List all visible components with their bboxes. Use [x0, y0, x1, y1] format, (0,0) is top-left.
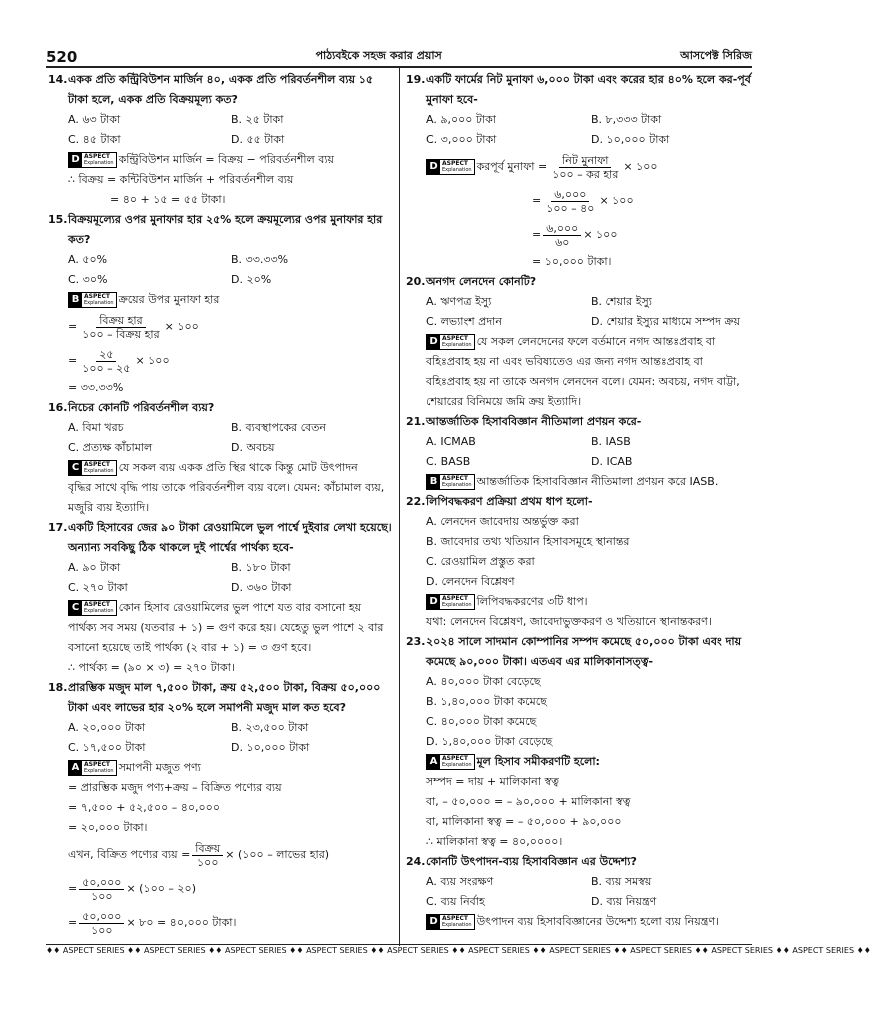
- formula-prefix: =: [68, 916, 78, 929]
- question-18: [48, 678, 394, 940]
- option-b: B. ১,৪০,০০০ টাকা কমেছে: [426, 695, 547, 708]
- option-b: B. ৩৩.৩৩%: [231, 253, 289, 266]
- denominator: ১০০ – ২৫: [82, 361, 131, 375]
- answer-letter: D: [427, 915, 440, 929]
- option-d: D. ১০,০০০ টাকা: [591, 133, 670, 146]
- fraction: [543, 222, 581, 249]
- aspect-explanation-badge: [68, 600, 117, 616]
- explanation: [48, 150, 394, 210]
- explanation-line: বহিঃপ্রবাহ হয় না তাকে অনগদ লেনদেন বলে। যেমন: অবচয়, নগদ বাট্টা,: [426, 375, 740, 388]
- option-d: D. ৩৬০ টাকা: [231, 581, 292, 594]
- explanation-line: কোন হিসাব রেওয়ামিলের ভুল পাশে যত বার বসানো হয়: [118, 601, 362, 614]
- question-16: [48, 398, 394, 518]
- explanation-line: মজুরি ব্যয় ইত্যাদি।: [68, 501, 150, 514]
- explanation-line: ক্রয়ের উপর মুনাফা হার: [118, 293, 220, 306]
- formula-prefix: =: [532, 228, 542, 241]
- question-text: একটি ফার্মের নিট মুনাফা ৬,০০০ টাকা এবং করের হার ৪০% হলে কর-পূর্ব মুনাফা হবে-: [426, 73, 751, 106]
- question-20: [406, 272, 756, 412]
- question-number: 23.: [406, 635, 426, 648]
- explanation-line: ∴ বিক্রয় = কন্টিবিউশন মার্জিন + পরিবর্তনশীল ব্যয়: [68, 173, 294, 186]
- question-text: অনগদ লেনদেন কোনটি?: [426, 275, 537, 288]
- fraction: [79, 314, 162, 341]
- option-b: B. ২৫ টাকা: [231, 113, 284, 126]
- option-c: C. ২৭০ টাকা: [68, 581, 128, 594]
- option-a: A. লেনদেন জাবেদায় অন্তর্ভুক্ত করা: [426, 515, 579, 528]
- explanation: [406, 472, 756, 492]
- denominator: ১০০ – ৪০: [546, 201, 595, 215]
- option-d: D. ব্যয় নিয়ন্ত্রণ: [591, 895, 657, 908]
- badge-word: Explanation: [442, 482, 472, 488]
- aspect-explanation-badge: [426, 159, 475, 175]
- question-text: প্রারম্ভিক মজুদ মাল ৭,৫০০ টাকা, ক্রয় ৫২,৫০০ টাকা, বিক্রয় ৫০,০০০ টাকা এবং লাভের হার ২০% হলে সমাপনী মজুদ মাল কত হবে?: [68, 681, 381, 714]
- numerator: ৬,০০০: [551, 188, 589, 202]
- question-21: [406, 412, 756, 492]
- aspect-explanation-badge: [426, 334, 475, 350]
- explanation-line: যে সকল লেনদেনের ফলে বর্তমানে নগদ আন্তঃপ্রবাহ বা: [476, 335, 716, 348]
- answer-letter: D: [427, 160, 440, 174]
- answer-letter: A: [427, 755, 440, 769]
- aspect-explanation-badge: [426, 754, 475, 770]
- fraction: [549, 154, 621, 181]
- badge-word: ASPECT: [442, 595, 468, 602]
- explanation-line: বৃদ্ধির সাথে বৃদ্ধি পায় তাকে পরিবর্তনশীল ব্যয় বলে। যেমন: কাঁচামাল ব্যয়,: [68, 481, 385, 494]
- question-number: 18.: [48, 681, 68, 694]
- page-header: [46, 44, 752, 68]
- badge-word: Explanation: [84, 160, 114, 166]
- denominator: ১০০: [91, 889, 113, 903]
- option-b: B. ৮,৩৩৩ টাকা: [591, 113, 662, 126]
- question-number: 21.: [406, 415, 426, 428]
- numerator: নিট মুনাফা: [559, 154, 611, 168]
- option-a: A. ব্যয় সংরক্ষণ: [426, 875, 494, 888]
- badge-word: ASPECT: [442, 335, 468, 342]
- answer-letter: C: [69, 461, 82, 475]
- numerator: বিক্রয়: [192, 842, 223, 856]
- badge-word: ASPECT: [84, 761, 110, 768]
- formula-suffix: × ১০০: [583, 228, 618, 241]
- explanation: [406, 332, 756, 412]
- badge-word: Explanation: [84, 468, 114, 474]
- formula-prefix: করপূর্ব মুনাফা =: [476, 160, 548, 173]
- numerator: ৫০,০০০: [79, 910, 124, 924]
- formula-prefix: =: [68, 882, 78, 895]
- badge-word: ASPECT: [84, 461, 110, 468]
- question-17: [48, 518, 394, 678]
- question-number: 19.: [406, 73, 426, 86]
- badge-word: Explanation: [442, 342, 472, 348]
- badge-word: ASPECT: [84, 601, 110, 608]
- explanation: [406, 752, 756, 852]
- badge-word: Explanation: [442, 602, 472, 608]
- explanation-line: = ৭,৫০০ + ৫২,৫০০ – ৪০,০০০: [68, 801, 220, 814]
- option-c: C. ৪০,০০০ টাকা কমেছে: [426, 715, 537, 728]
- option-d: D. ৫৫ টাকা: [231, 133, 285, 146]
- badge-word: ASPECT: [442, 160, 468, 167]
- option-c: C. লভ্যাংশ প্রদান: [426, 315, 502, 328]
- option-a: A. ৪০,০০০ টাকা বেড়েছে: [426, 675, 541, 688]
- formula-prefix: =: [532, 194, 542, 207]
- header-center-title: পাঠ্যবইকে সহজ করার প্রয়াস: [315, 49, 442, 62]
- badge-word: ASPECT: [442, 755, 468, 762]
- question-number: 15.: [48, 213, 68, 226]
- question-text: লিপিবদ্ধকরণ প্রক্রিয়া প্রথম ধাপ হলো-: [426, 495, 593, 508]
- aspect-explanation-badge: [68, 152, 117, 168]
- column-divider: [399, 68, 400, 946]
- formula-line: [68, 872, 394, 906]
- option-a: A. ৬৩ টাকা: [68, 113, 121, 126]
- option-d: D. অবচয়: [231, 441, 275, 454]
- option-c: C. ৩০%: [68, 273, 108, 286]
- formula-suffix: × ৮০ = ৪০,০০০ টাকা।: [126, 916, 237, 929]
- question-24: [406, 852, 756, 932]
- option-d: D. ICAB: [591, 455, 633, 468]
- question-23: [406, 632, 756, 852]
- question-number: 24.: [406, 855, 426, 868]
- option-a: A. ICMAB: [426, 435, 476, 448]
- question-number: 16.: [48, 401, 68, 414]
- series-title: আসপেক্ট সিরিজ: [680, 49, 752, 62]
- explanation-line: = ৩৩.৩৩%: [68, 381, 124, 394]
- explanation-line: বহিঃপ্রবাহ হয় না এবং ভবিষ্যতেও এর জন্য নগদ আন্তঃপ্রবাহ বা: [426, 355, 703, 368]
- option-a: A. ২০,০০০ টাকা: [68, 721, 146, 734]
- question-text: একক প্রতি কন্ট্রিবিউশন মার্জিন ৪০, একক প্রতি পরিবর্তনশীল ব্যয় ১৫ টাকা হলে, একক প্রতি বিক্রয়মূল্য কত?: [68, 73, 374, 106]
- answer-letter: D: [427, 335, 440, 349]
- option-b: B. ২৩,৫০০ টাকা: [231, 721, 309, 734]
- formula-prefix: =: [68, 320, 78, 333]
- badge-word: Explanation: [84, 608, 114, 614]
- explanation: [48, 758, 394, 940]
- option-d: D. ১০,০০০ টাকা: [231, 741, 310, 754]
- numerator: ২৫: [96, 348, 116, 362]
- explanation-line: যথা: লেনদেন বিশ্লেষণ, জাবেদাভুক্তকরণ ও খতিয়ানে স্থানান্তকরণ।: [426, 615, 712, 628]
- formula-line: [68, 838, 394, 872]
- explanation-line: ∴ পার্থক্য = (৯০ × ৩) = ২৭০ টাকা।: [68, 661, 235, 674]
- explanation-line: = প্রারম্ভিক মজুদ পণ্য+ক্রয় – বিক্রিত পণ্যের ব্যয়: [68, 781, 282, 794]
- option-a: A. ৯০ টাকা: [68, 561, 121, 574]
- option-c: C. BASB: [426, 455, 471, 468]
- fraction: [79, 910, 124, 937]
- badge-word: ASPECT: [442, 475, 468, 482]
- formula-suffix: × ১০০: [164, 320, 199, 333]
- explanation: [406, 912, 756, 932]
- question-15: [48, 210, 394, 398]
- option-b: B. IASB: [591, 435, 631, 448]
- question-text: একটি হিসাবের জের ৯০ টাকা রেওয়ামিলে ভুল পার্শ্বে দুইবার লেখা হয়েছে। অন্যান্য সবকিছু ঠিক থাকলে দুই পার্শ্বের পার্থক্য হবে-: [68, 521, 392, 554]
- formula-line: [68, 310, 394, 344]
- badge-word: Explanation: [442, 167, 472, 173]
- explanation: [48, 598, 394, 678]
- question-number: 20.: [406, 275, 426, 288]
- option-c: C. প্রত্যক্ষ কাঁচামাল: [68, 441, 153, 454]
- footer-series-strip: ♦♦ ASPECT SERIES ♦♦ ASPECT SERIES ♦♦ ASPECT SERIES ♦♦ ASPECT SERIES ♦♦ ASPECT SERIES ♦♦ ASPECT SERIES ♦♦ ASPECT SERIES ♦♦ ASPECT SERIES ♦♦ ASPECT SERIES ♦♦ ASPECT SERIES ♦♦: [46, 946, 871, 955]
- denominator: ১০০ – কর হার: [552, 167, 619, 181]
- fraction: [192, 842, 223, 869]
- explanation-line: যে সকল ব্যয় একক প্রতি স্থির থাকে কিন্তু মোট উৎপাদন: [118, 461, 358, 474]
- question-text: ২০২৪ সালে সাদমান কোম্পানির সম্পদ কমেছে ৫০,০০০ টাকা এবং দায় কমেছে ৯০,০০০ টাকা। এতএব এর মালিকানাসত্ত্ব-: [426, 635, 742, 668]
- answer-letter: B: [69, 293, 82, 307]
- option-c: C. রেওয়ামিল প্রস্তুত করা: [426, 555, 535, 568]
- question-19: [406, 70, 756, 272]
- option-c: C. ১৭,৫০০ টাকা: [68, 741, 146, 754]
- formula-line: [68, 344, 394, 378]
- right-column: [406, 70, 756, 932]
- badge-word: ASPECT: [84, 293, 110, 300]
- badge-word: Explanation: [442, 762, 472, 768]
- numerator: ৫০,০০০: [79, 876, 124, 890]
- explanation: [406, 592, 756, 632]
- formula-suffix: × (১০০ – লাভের হার): [225, 848, 330, 861]
- denominator: ১০০: [197, 855, 219, 869]
- option-a: A. ঋণপত্র ইস্যু: [426, 295, 492, 308]
- answer-letter: B: [427, 475, 440, 489]
- explanation-line: লিপিবদ্ধকরণের ৩টি ধাপ।: [476, 595, 588, 608]
- formula-prefix: =: [68, 354, 78, 367]
- option-b: B. ব্যয় সমস্বয়: [591, 875, 652, 888]
- explanation-line: সমাপনী মজুত পণ্য: [118, 761, 201, 774]
- formula-suffix: × (১০০ – ২০): [126, 882, 197, 895]
- answer-letter: A: [69, 761, 82, 775]
- explanation-line: পার্থক্য সব সময় (যতবার + ১) = গুণ করে হয়। যেহেতু ভুল পাশে ২ বার: [68, 621, 384, 634]
- aspect-explanation-badge: [68, 760, 117, 776]
- formula-line: [68, 906, 394, 940]
- formula-suffix: × ১০০: [623, 160, 658, 173]
- option-d: D. শেয়ার ইস্যুর মাধ্যমে সম্পদ ক্রয়: [591, 315, 741, 328]
- aspect-explanation-badge: [426, 594, 475, 610]
- explanation-line: বসানো হয়েছে তাই পার্থক্য (২ বার + ১) = ৩ গুণ হবে।: [68, 641, 312, 654]
- question-number: 14.: [48, 73, 68, 86]
- option-b: B. জাবেদার তথ্য খতিয়ান হিসাবসমূহে স্থানান্তর: [426, 535, 630, 548]
- explanation-line: = ২০,০০০ টাকা।: [68, 821, 148, 834]
- formula-line: [426, 150, 756, 184]
- numerator: ৬,০০০: [543, 222, 581, 236]
- answer-letter: C: [69, 601, 82, 615]
- formula-suffix: × ১০০: [599, 194, 634, 207]
- fraction: [543, 188, 597, 215]
- badge-word: Explanation: [442, 922, 472, 928]
- explanation: [48, 458, 394, 518]
- badge-word: ASPECT: [442, 915, 468, 922]
- option-c: C. ৩,০০০ টাকা: [426, 133, 497, 146]
- aspect-explanation-badge: [68, 292, 117, 308]
- explanation: [406, 150, 756, 272]
- explanation-line: বা, মালিকানা স্বত্ব = – ৫০,০০০ + ৯০,০০০: [426, 815, 622, 828]
- formula-line: [426, 218, 756, 252]
- badge-word: Explanation: [84, 300, 114, 306]
- option-d: D. ১,৪০,০০০ টাকা বেড়েছে: [426, 735, 553, 748]
- option-d: D. লেনদেন বিশ্লেষণ: [426, 575, 515, 588]
- question-text: কোনটি উৎপাদন-ব্যয় হিসাববিজ্ঞান এর উদ্দেশ্য?: [426, 855, 637, 868]
- option-b: B. শেয়ার ইস্যু: [591, 295, 652, 308]
- explanation-line: = ৪০ + ১৫ = ৫৫ টাকা।: [110, 193, 226, 206]
- option-a: A. ৫০%: [68, 253, 108, 266]
- option-b: B. ব্যবস্থাপকের বেতন: [231, 421, 326, 434]
- explanation-line: শেয়ারের বিনিময়ে জমি ক্রয় ইত্যাদি।: [426, 395, 582, 408]
- explanation-line: আন্তর্জাতিক হিসাববিজ্ঞান নীতিমালা প্রণয়ন করে IASB.: [476, 475, 719, 488]
- option-a: A. বিমা খরচ: [68, 421, 124, 434]
- option-b: B. ১৮০ টাকা: [231, 561, 291, 574]
- option-c: C. ব্যয় নির্বাহ: [426, 895, 485, 908]
- formula-suffix: × ১০০: [135, 354, 170, 367]
- question-text: বিক্রয়মূল্যের ওপর মুনাফার হার ২৫% হলে ক্রয়মূল্যের ওপর মুনাফার হার কত?: [68, 213, 383, 246]
- explanation-line: ∴ মালিকানা স্বত্ব = ৪০,০০০০।: [426, 835, 563, 848]
- badge-word: ASPECT: [84, 153, 110, 160]
- explanation-line: উৎপাদন ব্যয় হিসাববিজ্ঞানের উদ্দেশ্য হলো ব্যয় নিয়ন্ত্রণ।: [476, 915, 719, 928]
- fraction: [79, 876, 124, 903]
- aspect-explanation-badge: [426, 474, 475, 490]
- answer-letter: D: [69, 153, 82, 167]
- formula-line: [426, 184, 756, 218]
- left-column: [48, 70, 394, 940]
- answer-letter: D: [427, 595, 440, 609]
- explanation-line: বা, – ৫০,০০০ = – ৯০,০০০ + মালিকানা স্বত্ব: [426, 795, 631, 808]
- fraction: [79, 348, 133, 375]
- aspect-explanation-badge: [68, 460, 117, 476]
- badge-word: Explanation: [84, 768, 114, 774]
- explanation-line: = ১০,০০০ টাকা।: [532, 255, 612, 268]
- option-d: D. ২০%: [231, 273, 272, 286]
- numerator: বিক্রয় হার: [96, 314, 145, 328]
- denominator: ১০০ – বিক্রয় হার: [82, 327, 160, 341]
- aspect-explanation-badge: [426, 914, 475, 930]
- denominator: ১০০: [91, 923, 113, 937]
- page-number: 520: [46, 48, 78, 66]
- option-c: C. ৪৫ টাকা: [68, 133, 121, 146]
- question-number: 17.: [48, 521, 68, 534]
- question-22: [406, 492, 756, 632]
- question-14: [48, 70, 394, 210]
- question-number: 22.: [406, 495, 426, 508]
- explanation: [48, 290, 394, 398]
- denominator: ৬০: [555, 235, 570, 249]
- explanation-line: সম্পদ = দায় + মালিকানা স্বত্ব: [426, 775, 559, 788]
- question-text: আন্তর্জাতিক হিসাববিজ্ঞান নীতিমালা প্রণয়ন করে-: [426, 415, 642, 428]
- explanation-line: কন্ট্রিবিউশন মার্জিন = বিক্রয় − পরিবর্তনশীল ব্যয়: [118, 153, 335, 166]
- question-text: নিচের কোনটি পরিবর্তনশীল ব্যয়?: [68, 401, 215, 414]
- formula-prefix: এখন, বিক্রিত পণ্যের ব্যয় =: [68, 848, 191, 861]
- explanation-line: মূল হিসাব সমীকরণটি হলো:: [476, 755, 600, 768]
- option-a: A. ৯,০০০ টাকা: [426, 113, 496, 126]
